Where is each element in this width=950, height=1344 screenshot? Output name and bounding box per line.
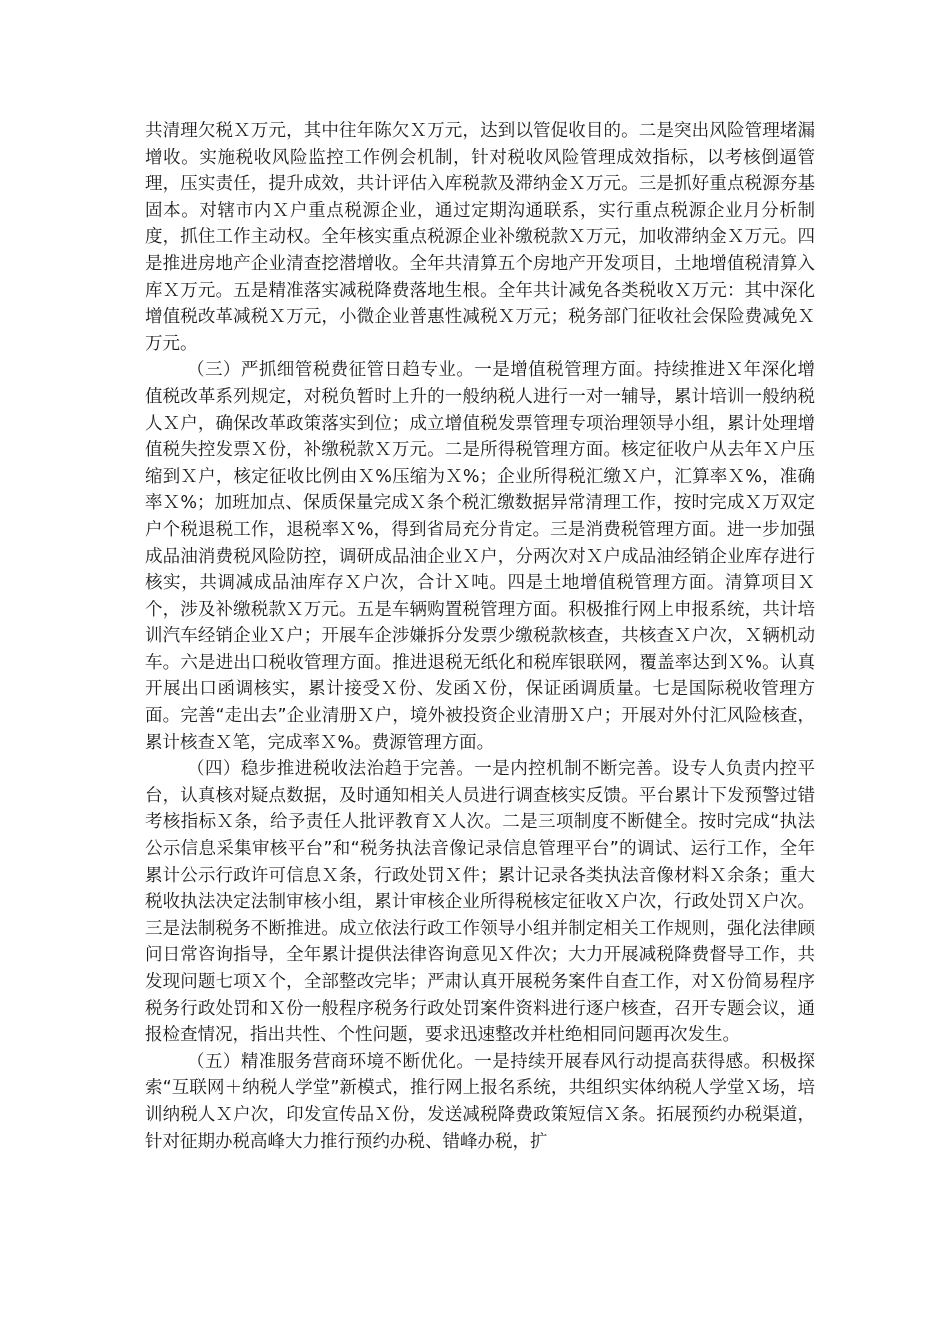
paragraph-section-four: （四）稳步推进税收法治趋于完善。一是内控机制不断完善。设专人负责内控平台，认真核对疑点数据，及时通知相关人员进行调查核实反馈。平台累计下发预警过错考核指标Ｘ条，给予责任人批评教育Ｘ人次。二是三项制度不断健全。按时完成“执法公示信息采集审核平台”和“税务执法音像记录信息管理平台”的调试、运行工作，全年累计公示行政许可信息Ｘ条，行政处罚Ｘ件；累计记录各类执法音像材料Ｘ余条；重大税收执法决定法制审核小组，累计审核企业所得税核定征收Ｘ户次，行政处罚Ｘ户次。三是法制税务不断推进。成立依法行政工作领导小组并制定相关工作规则，强化法律顾问日常咨询指导，全年累计提供法律咨询意见Ｘ件次；大力开展减税降费督导工作，共发现问题七项Ｘ个，全部整改完毕；严肃认真开展税务案件自查工作，对Ｘ份简易程序税务行政处罚和Ｘ份一般程序税务行政处罚案件资料进行逐户核查，召开专题会议，通报检查情况，指出共性、个性问题，要求迅速整改并杜绝相同问题再次发生。 — [145, 759, 815, 1046]
paragraph-tax-collection-continued: 共清理欠税Ｘ万元，其中往年陈欠Ｘ万元，达到以管促收目的。二是突出风险管理堵漏增收。实施税收风险监控工作例会机制，针对税收风险管理成效指标，以考核倒逼管理，压实责任，提升成效，共计评估入库税款及滞纳金Ｘ万元。三是抓好重点税源夯基固本。对辖市内Ｘ户重点税源企业，通过定期沟通联系，实行重点税源企业月分析制度，抓住工作主动权。全年核实重点税源企业补缴税款Ｘ万元，加收滞纳金Ｘ万元。四是推进房地产企业清查挖潜增收。全年共清算五个房地产开发项目，土地增值税清算入库Ｘ万元。五是精准落实减税降费落地生根。全年共计减免各类税收Ｘ万元：其中深化增值税改革减税Ｘ万元，小微企业普惠性减税Ｘ万元；税务部门征收社会保险费减免Ｘ万元。 — [145, 121, 815, 354]
paragraph-section-three: （三）严抓细管税费征管日趋专业。一是增值税管理方面。持续推进Ｘ年深化增值税改革系列规定，对税负暂时上升的一般纳税人进行一对一辅导，累计培训一般纳税人Ｘ户，确保改革政策落实到位；成立增值税发票管理专项治理领导小组，累计处理增值税失控发票Ｘ份，补缴税款Ｘ万元。二是所得税管理方面。核定征收户从去年Ｘ户压缩到Ｘ户，核定征收比例由Ｘ%压缩为Ｘ%；企业所得税汇缴Ｘ户，汇算率Ｘ%，准确率Ｘ%；加班加点、保质保量完成Ｘ条个税汇缴数据异常清理工作，按时完成Ｘ万双定户个税退税工作，退税率Ｘ%，得到省局充分肯定。三是消费税管理方面。进一步加强成品油消费税风险防控，调研成品油企业Ｘ户，分两次对Ｘ户成品油经销企业库存进行核实，共调减成品油库存Ｘ户次，合计Ｘ吨。四是土地增值税管理方面。清算项目Ｘ个，涉及补缴税款Ｘ万元。五是车辆购置税管理方面。积极推行网上申报系统，共计培训汽车经销企业Ｘ户；开展车企涉嫌拆分发票少缴税款核查，共核查Ｘ户次，Ｘ辆机动车。六是进出口税收管理方面。推进退税无纸化和税库银联网，覆盖率达到Ｘ%。认真开展出口函调核实，累计接受Ｘ份、发函Ｘ份，保证函调质量。七是国际税收管理方面。完善“走出去”企业清册Ｘ户，境外被投资企业清册Ｘ户；开展对外付汇风险核查，累计核查Ｘ笔，完成率Ｘ%。费源管理方面。 — [145, 360, 815, 753]
document-body — [145, 118, 815, 1155]
paragraph-section-five: （五）精准服务营商环境不断优化。一是持续开展春风行动提高获得感。积极探索“互联网＋纳税人学堂”新模式，推行网上报名系统，共组织实体纳税人学堂Ｘ场，培训纳税人Ｘ户次，印发宣传品Ｘ份，发送减税降费政策短信Ｘ条。拓展预约办税渠道，针对征期办税高峰大力推行预约办税、错峰办税，扩 — [145, 1051, 815, 1152]
